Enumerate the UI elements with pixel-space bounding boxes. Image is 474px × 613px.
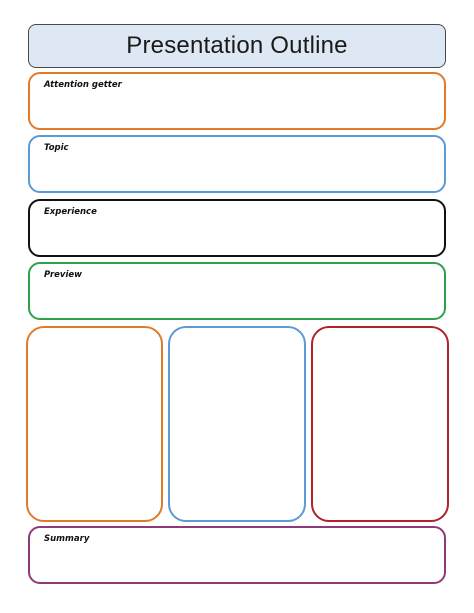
page-title: Presentation Outline [126,32,348,59]
preview-label: Preview [44,270,82,280]
topic-label: Topic [44,143,69,153]
attention-getter-label: Attention getter [44,80,122,90]
topic-box[interactable] [28,135,446,193]
summary-label: Summary [44,534,90,544]
title-box [28,24,446,68]
attention-getter-box[interactable] [28,72,446,130]
column-box-middle[interactable] [168,326,306,522]
column-box-right[interactable] [311,326,449,522]
column-box-left[interactable] [26,326,163,522]
experience-box[interactable] [28,199,446,257]
summary-box[interactable] [28,526,446,584]
preview-box[interactable] [28,262,446,320]
experience-label: Experience [44,207,97,217]
